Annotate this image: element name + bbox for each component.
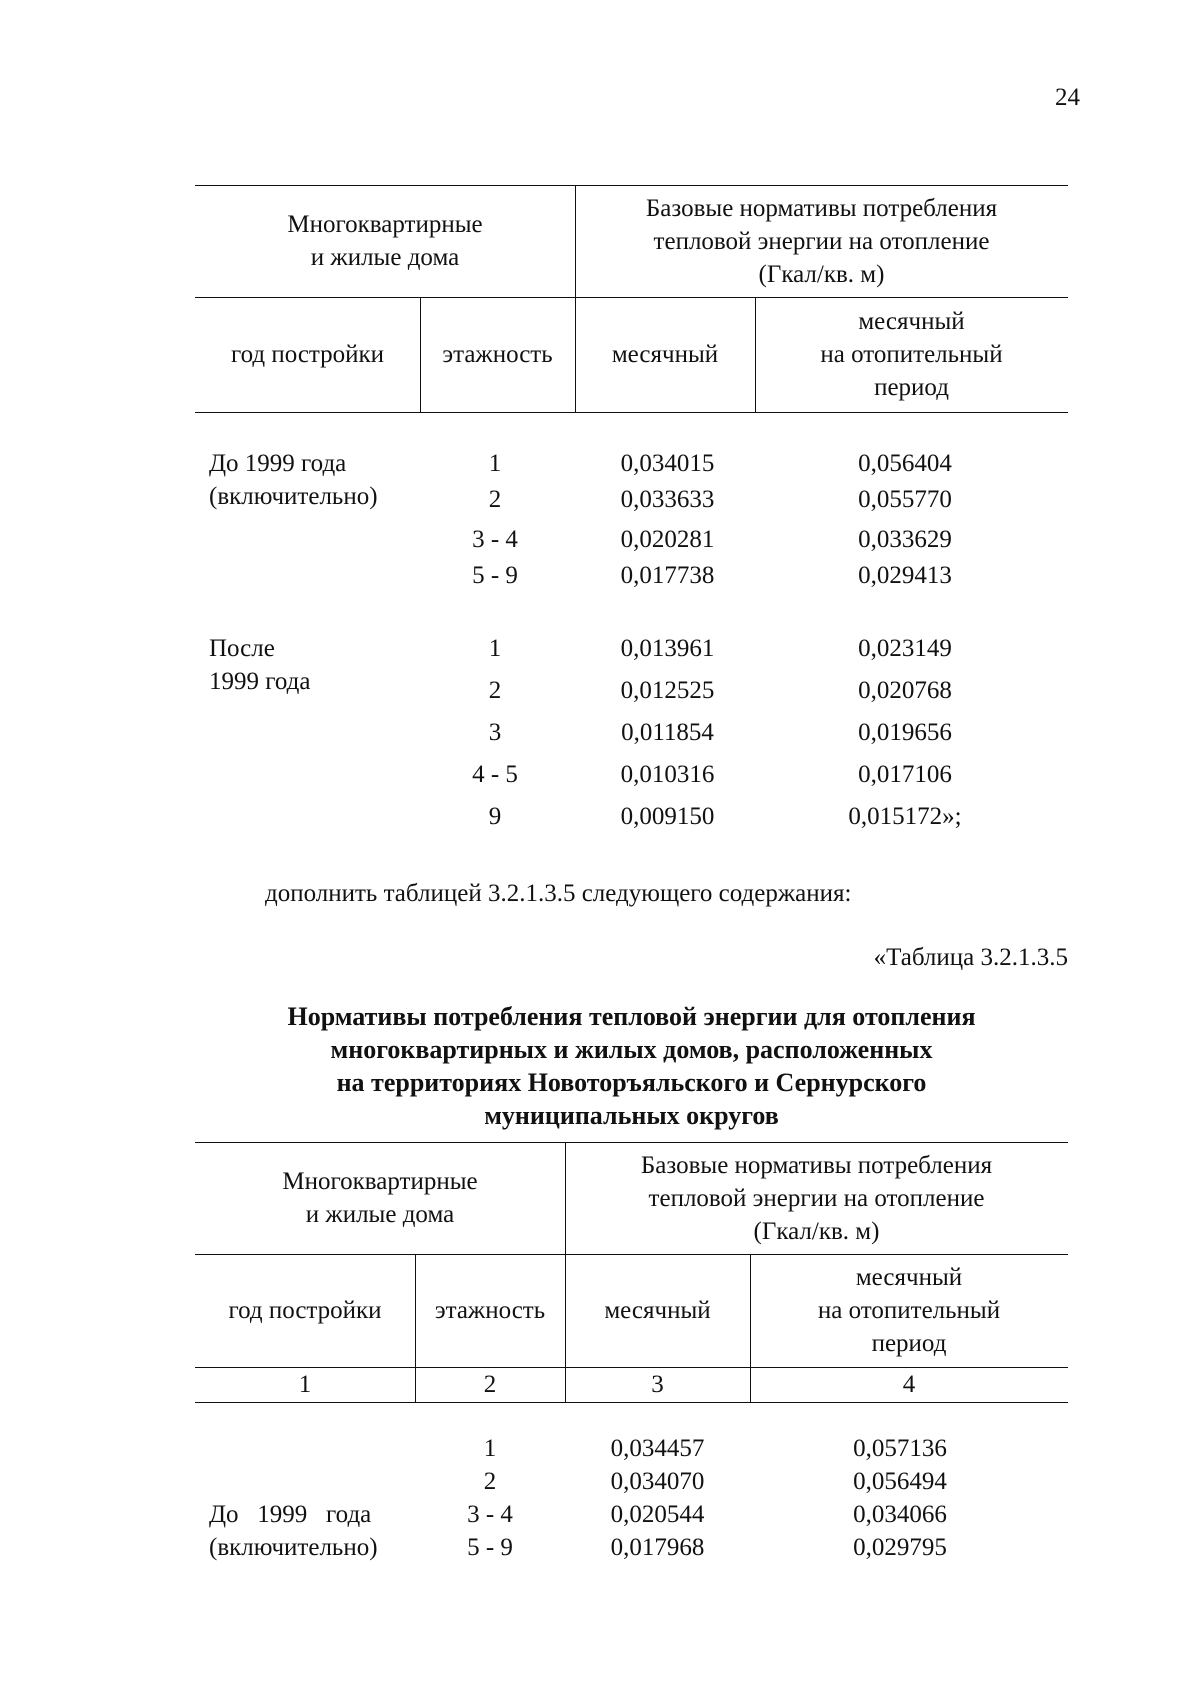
col-number-2: 2 bbox=[483, 1371, 497, 1398]
table-row: 4 - 5 0,010316 0,017106 bbox=[472, 761, 952, 788]
col-number-4: 4 bbox=[902, 1371, 916, 1398]
group-label: До 1999 года (включительно) bbox=[209, 450, 378, 510]
norms-table-1 bbox=[195, 185, 1068, 845]
instruction-paragraph: дополнить таблицей 3.2.1.3.5 следующего содержания: bbox=[265, 880, 852, 907]
group-label: До 1999 года (включительно) bbox=[209, 1501, 378, 1561]
table-row: 5 - 9 0,017968 0,029795 bbox=[467, 1534, 947, 1561]
group-label: После 1999 года bbox=[209, 635, 311, 695]
table-row: 1 0,013961 0,023149 bbox=[488, 635, 952, 662]
header-floors: этажность bbox=[434, 1297, 546, 1324]
header-monthly: месячный bbox=[604, 1297, 711, 1324]
table-row: 3 - 4 0,020544 0,034066 bbox=[467, 1501, 947, 1528]
table-row: 3 - 4 0,020281 0,033629 bbox=[472, 526, 952, 553]
header-buildings: Многоквартирные и жилые дома bbox=[287, 211, 483, 271]
table-title: Нормативы потребления тепловой энергии для отопления многоквартирных и жилых домов, расположенных на территориях Новоторъяльского и Сернурского муниципальных округов bbox=[287, 1002, 976, 1130]
col-number-3: 3 bbox=[651, 1371, 664, 1398]
col-number-1: 1 bbox=[298, 1371, 312, 1398]
table-row: 2 0,034070 0,056494 bbox=[483, 1468, 947, 1495]
header-norms: Базовые нормативы потребления тепловой энергии на отопление (Гкал/кв. м) bbox=[645, 194, 998, 288]
norms-table-2 bbox=[195, 1142, 1068, 1582]
table-row: 2 0,033633 0,055770 bbox=[488, 486, 952, 513]
header-norms: Базовые нормативы потребления тепловой энергии на отопление (Гкал/кв. м) bbox=[640, 1151, 993, 1245]
page-number: 24 bbox=[1055, 84, 1080, 111]
header-floors: этажность bbox=[442, 341, 553, 368]
table-row: 1 0,034015 0,056404 bbox=[488, 450, 952, 477]
header-period: месячный на отопительный период bbox=[820, 308, 1003, 401]
header-monthly: месячный bbox=[611, 341, 719, 368]
table-row: 5 - 9 0,017738 0,029413 bbox=[472, 562, 952, 589]
header-year: год постройки bbox=[228, 1297, 382, 1324]
table-row: 3 0,011854 0,019656 bbox=[488, 719, 952, 746]
header-year: год постройки bbox=[230, 341, 385, 368]
header-period: месячный на отопительный период bbox=[817, 1264, 1001, 1357]
table-row: 1 0,034457 0,057136 bbox=[483, 1435, 947, 1462]
header-buildings: Многоквартирные и жилые дома bbox=[282, 1168, 478, 1228]
table-row: 2 0,012525 0,020768 bbox=[488, 677, 952, 704]
table-row: 9 0,009150 0,015172»; bbox=[488, 803, 962, 830]
table-reference: «Таблица 3.2.1.3.5 bbox=[873, 944, 1068, 971]
